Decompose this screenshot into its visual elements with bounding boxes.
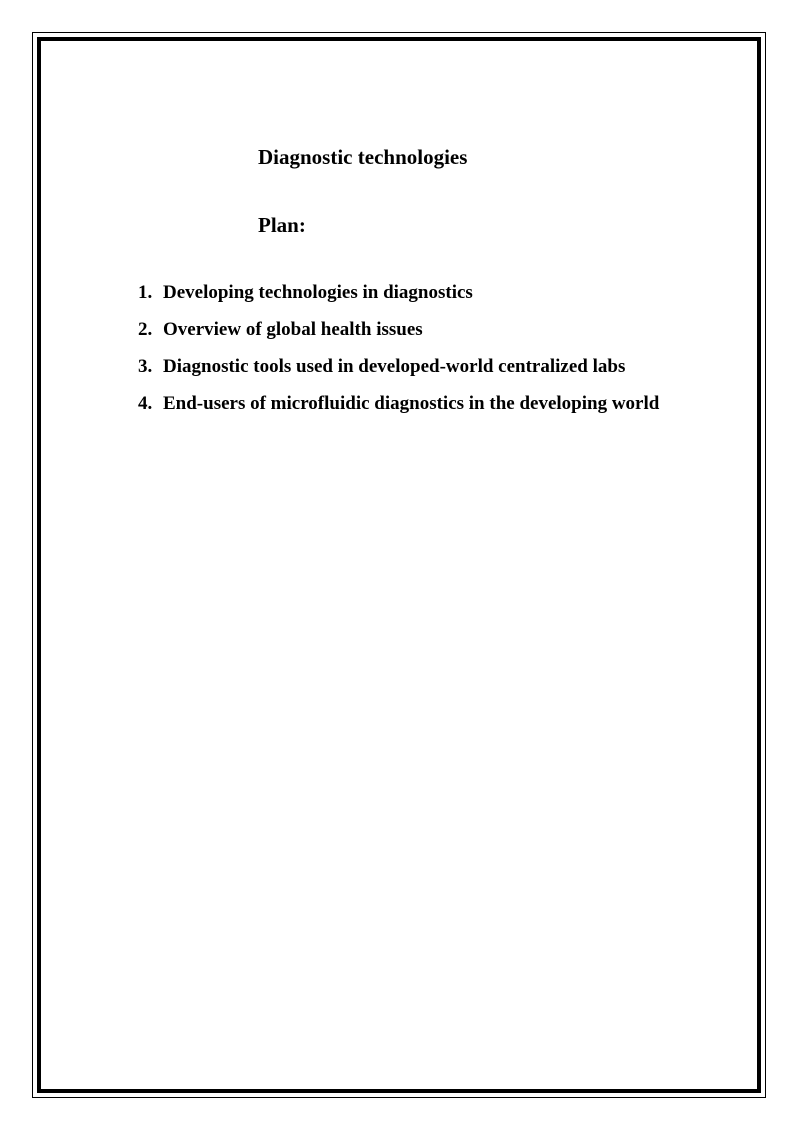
plan-item-text: Diagnostic tools used in developed-world centralized labs	[163, 356, 626, 377]
page-border-inner	[37, 37, 761, 1093]
document-title: Diagnostic technologies	[258, 145, 468, 169]
plan-item-number: 2.	[138, 319, 153, 340]
plan-item-text: Developing technologies in diagnostics	[163, 282, 473, 303]
plan-item	[138, 281, 659, 318]
plan-item-number: 4.	[138, 393, 153, 414]
plan-item	[138, 355, 659, 392]
plan-heading: Plan:	[258, 213, 306, 237]
plan-item	[138, 318, 659, 355]
plan-item	[138, 392, 659, 429]
plan-item-number: 1.	[138, 282, 153, 303]
plan-list	[138, 281, 659, 429]
plan-item-number: 3.	[138, 356, 153, 377]
plan-item-text: Overview of global health issues	[163, 319, 423, 340]
plan-item-text: End-users of microfluidic diagnostics in the developing world	[163, 393, 660, 414]
